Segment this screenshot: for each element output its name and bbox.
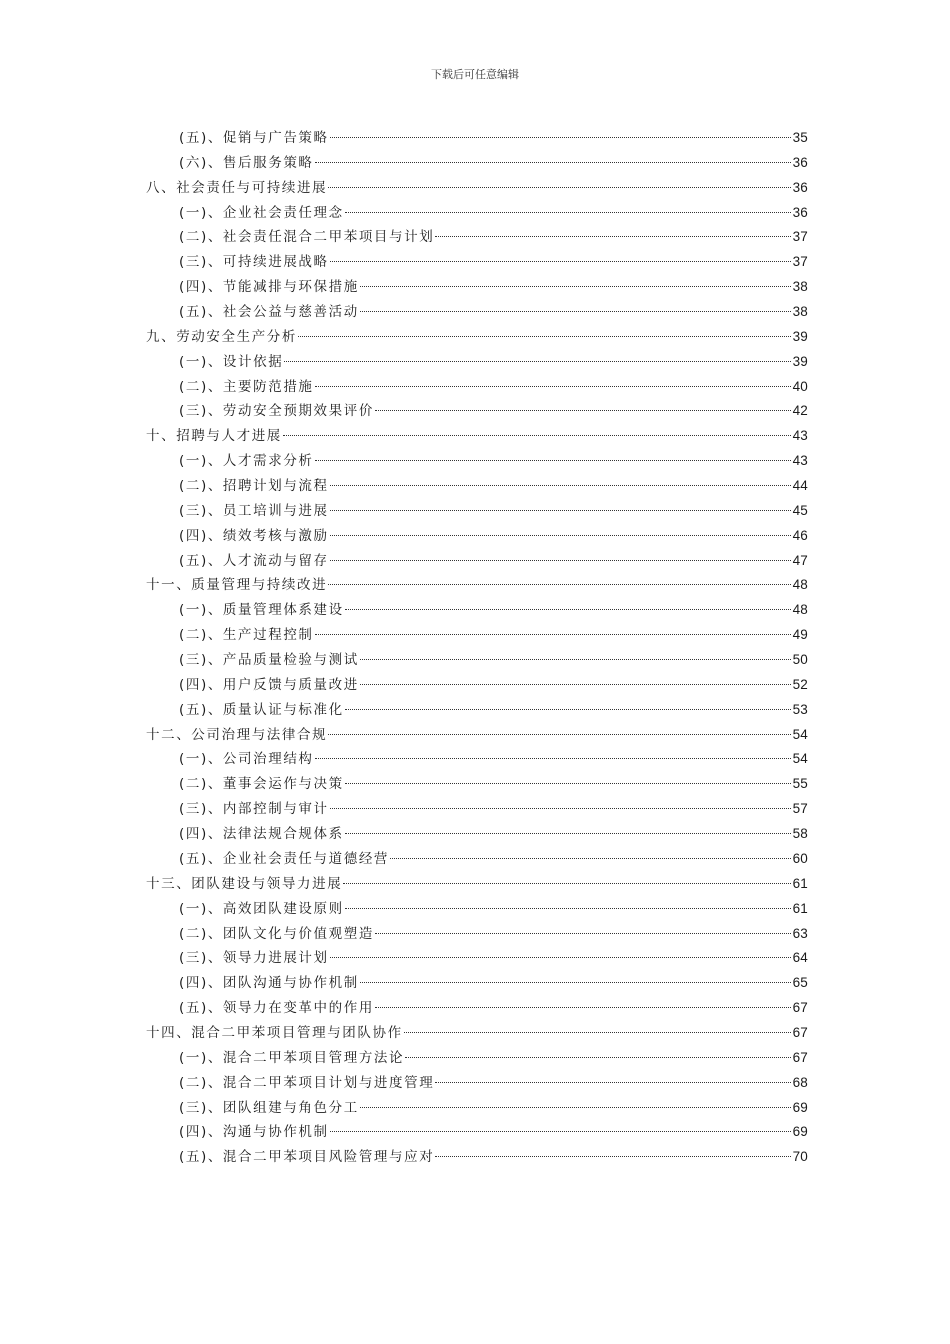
toc-entry-label: (五)、促销与广告策略 <box>179 130 329 146</box>
toc-chapter-entry[interactable] <box>146 573 808 598</box>
toc-page-number: 54 <box>792 751 808 767</box>
toc-entry-label: 八、社会责任与可持续进展 <box>146 179 328 196</box>
toc-section-entry[interactable] <box>146 598 808 623</box>
toc-page-number: 44 <box>792 478 808 494</box>
toc-dot-leader <box>390 858 791 859</box>
toc-page-number: 60 <box>792 850 808 866</box>
toc-entry-label: (四)、法律法规合规体系 <box>179 826 344 843</box>
toc-dot-leader <box>330 261 791 262</box>
toc-dot-leader <box>360 1107 791 1108</box>
toc-section-entry[interactable] <box>146 822 808 847</box>
toc-entry-label: (三)、劳动安全预期效果评价 <box>179 403 374 420</box>
toc-section-entry[interactable] <box>146 946 808 971</box>
toc-page-number: 47 <box>792 552 808 568</box>
toc-dot-leader <box>298 336 791 337</box>
toc-page-number: 38 <box>792 304 808 320</box>
toc-section-entry[interactable] <box>146 673 808 698</box>
toc-entry-label: (一)、设计依据 <box>179 353 284 370</box>
toc-page-number: 43 <box>792 453 808 469</box>
toc-entry-label: (五)、人才流动与留存 <box>179 552 329 569</box>
toc-page-number: 68 <box>792 1074 808 1090</box>
toc-section-entry[interactable] <box>146 1120 808 1145</box>
toc-entry-label: (四)、用户反馈与质量改进 <box>179 676 359 693</box>
toc-entry-label: (三)、领导力进展计划 <box>179 950 329 967</box>
toc-dot-leader <box>375 410 791 411</box>
toc-dot-leader <box>315 460 791 461</box>
toc-page-number: 69 <box>792 1099 808 1115</box>
toc-dot-leader <box>343 883 790 884</box>
toc-section-entry[interactable] <box>146 399 808 424</box>
toc-page-number: 39 <box>792 353 808 369</box>
toc-page-number: 57 <box>792 801 808 817</box>
toc-dot-leader <box>315 758 791 759</box>
toc-entry-label: (二)、董事会运作与决策 <box>179 776 344 793</box>
toc-dot-leader <box>435 236 790 237</box>
toc-dot-leader <box>435 1156 790 1157</box>
toc-section-entry[interactable] <box>146 897 808 922</box>
toc-dot-leader <box>360 982 791 983</box>
toc-entry-label: 九、劳动安全生产分析 <box>146 328 297 345</box>
toc-entry-label: (一)、质量管理体系建设 <box>179 602 344 619</box>
toc-page-number: 45 <box>792 502 808 518</box>
toc-page-number: 36 <box>792 154 808 170</box>
toc-dot-leader <box>345 833 791 834</box>
toc-dot-leader <box>328 584 790 585</box>
toc-dot-leader <box>375 933 791 934</box>
toc-page-number: 50 <box>792 652 808 668</box>
toc-section-entry[interactable] <box>146 524 808 549</box>
toc-entry-label: (二)、团队文化与价值观塑造 <box>179 925 374 942</box>
toc-section-entry[interactable] <box>146 797 808 822</box>
toc-page-number: 37 <box>792 229 808 245</box>
toc-section-entry[interactable] <box>146 922 808 947</box>
toc-page-number: 46 <box>792 527 808 543</box>
toc-chapter-entry[interactable] <box>146 176 808 201</box>
toc-dot-leader <box>283 435 791 436</box>
toc-page-number: 36 <box>792 179 808 195</box>
toc-entry-label: (一)、高效团队建设原则 <box>179 900 344 917</box>
toc-section-entry[interactable] <box>146 996 808 1021</box>
toc-entry-label: (二)、社会责任混合二甲苯项目与计划 <box>179 229 435 246</box>
toc-section-entry[interactable] <box>146 971 808 996</box>
toc-entry-label: (五)、领导力在变革中的作用 <box>179 1000 374 1017</box>
toc-dot-leader <box>315 386 791 387</box>
toc-page-number: 40 <box>792 378 808 394</box>
toc-section-entry[interactable] <box>146 1071 808 1096</box>
toc-page-number: 67 <box>792 1000 808 1016</box>
toc-section-entry[interactable] <box>146 549 808 574</box>
toc-dot-leader <box>435 1082 790 1083</box>
toc-page-number: 55 <box>792 776 808 792</box>
toc-page-number: 48 <box>792 577 808 593</box>
toc-page-number: 63 <box>792 925 808 941</box>
toc-dot-leader <box>330 535 791 536</box>
toc-dot-leader <box>330 957 791 958</box>
toc-entry-label: (三)、团队组建与角色分工 <box>179 1099 359 1116</box>
toc-page-number: 67 <box>792 1024 808 1040</box>
toc-section-entry[interactable] <box>146 151 808 176</box>
toc-dot-leader <box>360 659 791 660</box>
toc-section-entry[interactable] <box>146 126 808 151</box>
toc-dot-leader <box>405 1057 790 1058</box>
toc-chapter-entry[interactable] <box>146 723 808 748</box>
toc-chapter-entry[interactable] <box>146 424 808 449</box>
toc-entry-label: (三)、可持续进展战略 <box>179 254 329 271</box>
toc-page-number: 58 <box>792 826 808 842</box>
toc-section-entry[interactable] <box>146 1046 808 1071</box>
toc-section-entry[interactable] <box>146 350 808 375</box>
toc-entry-label: (五)、混合二甲苯项目风险管理与应对 <box>179 1149 435 1166</box>
toc-entry-label: 十三、团队建设与领导力进展 <box>146 875 343 892</box>
toc-entry-label: 十四、混合二甲苯项目管理与团队协作 <box>146 1024 403 1041</box>
toc-entry-label: (二)、混合二甲苯项目计划与进度管理 <box>179 1074 435 1091</box>
toc-entry-label: (四)、绩效考核与激励 <box>179 527 329 544</box>
toc-page-number: 61 <box>792 900 808 916</box>
toc-chapter-entry[interactable] <box>146 872 808 897</box>
toc-section-entry[interactable] <box>146 449 808 474</box>
toc-dot-leader <box>404 1032 791 1033</box>
toc-dot-leader <box>345 783 791 784</box>
toc-dot-leader <box>330 485 791 486</box>
toc-page-number: 49 <box>792 627 808 643</box>
toc-dot-leader <box>284 361 790 362</box>
toc-page-number: 39 <box>792 328 808 344</box>
toc-dot-leader <box>330 510 791 511</box>
toc-entry-label: (一)、公司治理结构 <box>179 751 314 768</box>
toc-section-entry[interactable] <box>146 747 808 772</box>
toc-dot-leader <box>360 684 791 685</box>
toc-entry-label: (二)、招聘计划与流程 <box>179 478 329 495</box>
toc-dot-leader <box>315 634 791 635</box>
toc-entry-label: (三)、产品质量检验与测试 <box>179 652 359 669</box>
toc-dot-leader <box>345 212 791 213</box>
toc-entry-label: (二)、生产过程控制 <box>179 627 314 644</box>
toc-section-entry[interactable] <box>146 275 808 300</box>
toc-entry-label: 十二、公司治理与法律合规 <box>146 726 328 743</box>
toc-section-entry[interactable] <box>146 623 808 648</box>
toc-entry-label: (三)、内部控制与审计 <box>179 801 329 818</box>
toc-chapter-entry[interactable] <box>146 325 808 350</box>
toc-dot-leader <box>315 162 791 163</box>
toc-section-entry[interactable] <box>146 375 808 400</box>
toc-section-entry[interactable] <box>146 250 808 275</box>
toc-page-number: 43 <box>792 428 808 444</box>
toc-entry-label: (一)、企业社会责任理念 <box>179 204 344 221</box>
toc-page-number: 37 <box>792 254 808 270</box>
toc-section-entry[interactable] <box>146 772 808 797</box>
toc-entry-label: 十一、质量管理与持续改进 <box>146 577 328 594</box>
toc-section-entry[interactable] <box>146 225 808 250</box>
toc-section-entry[interactable] <box>146 698 808 723</box>
toc-dot-leader <box>330 560 791 561</box>
toc-section-entry[interactable] <box>146 499 808 524</box>
toc-entry-label: (二)、主要防范措施 <box>179 378 314 395</box>
toc-dot-leader <box>360 286 791 287</box>
toc-dot-leader <box>360 311 791 312</box>
toc-entry-label: (五)、质量认证与标准化 <box>179 701 344 718</box>
toc-section-entry[interactable] <box>146 201 808 226</box>
toc-dot-leader <box>375 1007 791 1008</box>
toc-page-number: 48 <box>792 602 808 618</box>
toc-page-number: 54 <box>792 726 808 742</box>
toc-entry-label: (五)、企业社会责任与道德经营 <box>179 850 390 867</box>
toc-section-entry[interactable] <box>146 1145 808 1170</box>
toc-dot-leader <box>330 137 791 138</box>
toc-page-number: 52 <box>792 676 808 692</box>
toc-dot-leader <box>330 1131 791 1132</box>
toc-page-number: 36 <box>792 204 808 220</box>
toc-page-number: 42 <box>792 403 808 419</box>
toc-entry-label: 十、招聘与人才进展 <box>146 428 282 445</box>
toc-dot-leader <box>345 609 791 610</box>
toc-dot-leader <box>345 709 791 710</box>
toc-page-number: 35 <box>792 130 808 145</box>
toc-entry-label: (四)、团队沟通与协作机制 <box>179 975 359 992</box>
toc-entry-label: (五)、社会公益与慈善活动 <box>179 304 359 321</box>
page-header: 下载后可任意编辑 <box>431 68 519 81</box>
toc-dot-leader <box>328 187 790 188</box>
toc-section-entry[interactable] <box>146 648 808 673</box>
toc-entry-label: (一)、混合二甲苯项目管理方法论 <box>179 1049 405 1066</box>
toc-page-number: 61 <box>792 875 808 891</box>
toc-page-number: 53 <box>792 701 808 717</box>
toc-page-number: 67 <box>792 1049 808 1065</box>
toc-page-number: 38 <box>792 279 808 295</box>
toc-page-number: 65 <box>792 975 808 991</box>
toc-page-number: 70 <box>792 1149 808 1165</box>
toc-section-entry[interactable] <box>146 474 808 499</box>
toc-section-entry[interactable] <box>146 300 808 325</box>
toc-entry-label: (四)、沟通与协作机制 <box>179 1124 329 1141</box>
toc-section-entry[interactable] <box>146 1096 808 1121</box>
toc-dot-leader <box>330 808 791 809</box>
toc-entry-label: (六)、售后服务策略 <box>179 154 314 171</box>
toc-section-entry[interactable] <box>146 847 808 872</box>
toc-dot-leader <box>328 734 790 735</box>
toc-chapter-entry[interactable] <box>146 1021 808 1046</box>
toc-entry-label: (四)、节能减排与环保措施 <box>179 279 359 296</box>
toc-page-number: 64 <box>792 950 808 966</box>
table-of-contents <box>146 126 808 1170</box>
toc-entry-label: (三)、员工培训与进展 <box>179 502 329 519</box>
toc-entry-label: (一)、人才需求分析 <box>179 453 314 470</box>
toc-dot-leader <box>345 908 791 909</box>
toc-page-number: 69 <box>792 1124 808 1140</box>
